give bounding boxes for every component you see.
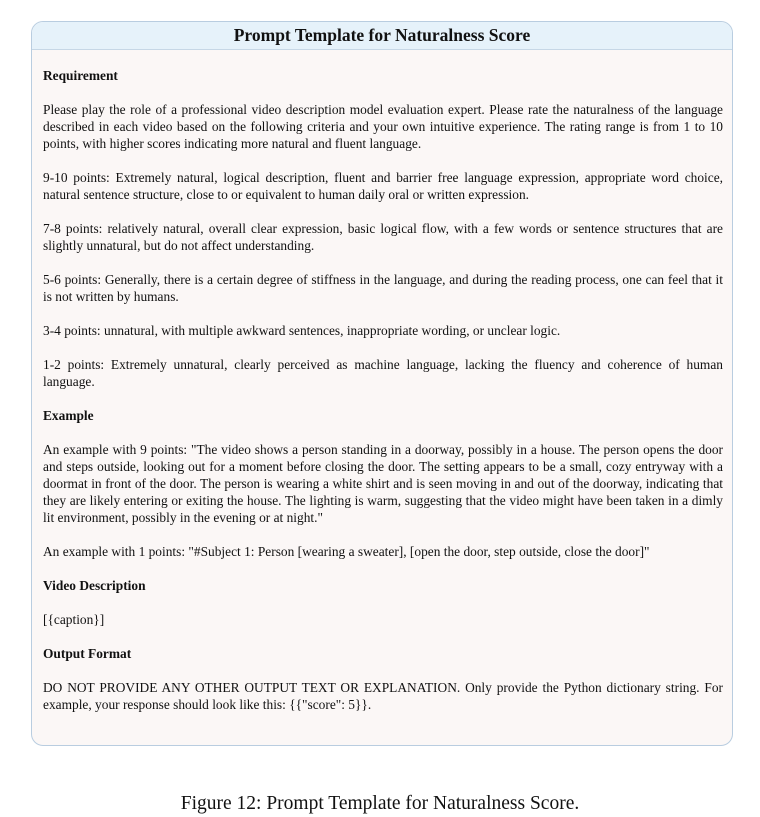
spacer [43, 203, 723, 220]
example-heading: Example [43, 408, 94, 423]
requirement-heading: Requirement [43, 68, 118, 83]
example-low-score: An example with 1 points: "#Subject 1: Person [wearing a sweater], [open the door, step outside, close the door]" [43, 544, 650, 559]
spacer [43, 339, 723, 356]
spacer [43, 254, 723, 271]
spacer [43, 628, 723, 645]
spacer [43, 662, 723, 679]
video-description-heading: Video Description [43, 578, 146, 593]
example-high-score: An example with 9 points: "The video shows a person standing in a doorway, possibly in a house. The person opens the door and steps outside, looking out for a moment before closing the door. The setting appears to be a small, cozy entryway with a doormat in front of the door. The person is wearing a white shirt and is seen moving in and out of the doorway, indicating that they are likely entering or exiting the house. The lighting is warm, suggesting that the video might have been taken in a dimly lit environment, possibly in the evening or at night." [43, 442, 723, 525]
spacer [43, 50, 723, 67]
output-format-text: DO NOT PROVIDE ANY OTHER OUTPUT TEXT OR EXPLANATION. Only provide the Python dictionary string. For example, your response should look like this: {{"score": 5}}. [43, 680, 723, 712]
spacer [43, 424, 723, 441]
spacer [43, 526, 723, 543]
criterion-9-10: 9-10 points: Extremely natural, logical description, fluent and barrier free language expression, appropriate word choice, natural sentence structure, close to or equivalent to human daily oral or written expression. [43, 170, 723, 202]
caption-placeholder: [{caption}] [43, 612, 105, 627]
spacer [43, 390, 723, 407]
spacer [43, 560, 723, 577]
output-format-heading: Output Format [43, 646, 132, 661]
criterion-5-6: 5-6 points: Generally, there is a certain degree of stiffness in the language, and during the reading process, one can feel that it is not written by humans. [43, 272, 723, 304]
spacer [43, 152, 723, 169]
prompt-template-box [31, 21, 733, 746]
box-title: Prompt Template for Naturalness Score [32, 22, 732, 50]
criterion-1-2: 1-2 points: Extremely unnatural, clearly perceived as machine language, lacking the fluency and coherence of human language. [43, 357, 723, 389]
criterion-3-4: 3-4 points: unnatural, with multiple awkward sentences, inappropriate wording, or unclear logic. [43, 323, 561, 338]
figure-caption: Figure 12: Prompt Template for Naturalness Score. [180, 793, 580, 814]
spacer [43, 84, 723, 101]
spacer [43, 305, 723, 322]
spacer [43, 594, 723, 611]
box-body [32, 50, 732, 713]
criterion-7-8: 7-8 points: relatively natural, overall clear expression, basic logical flow, with a few words or sentence structures that are slightly unnatural, but do not affect understanding. [43, 221, 723, 253]
requirement-intro: Please play the role of a professional video description model evaluation expert. Please rate the naturalness of the language described in each video based on the following criteria and your own intuitive experience. The rating range is from 1 to 10 points, with higher scores indicating more natural and fluent language. [43, 102, 723, 151]
